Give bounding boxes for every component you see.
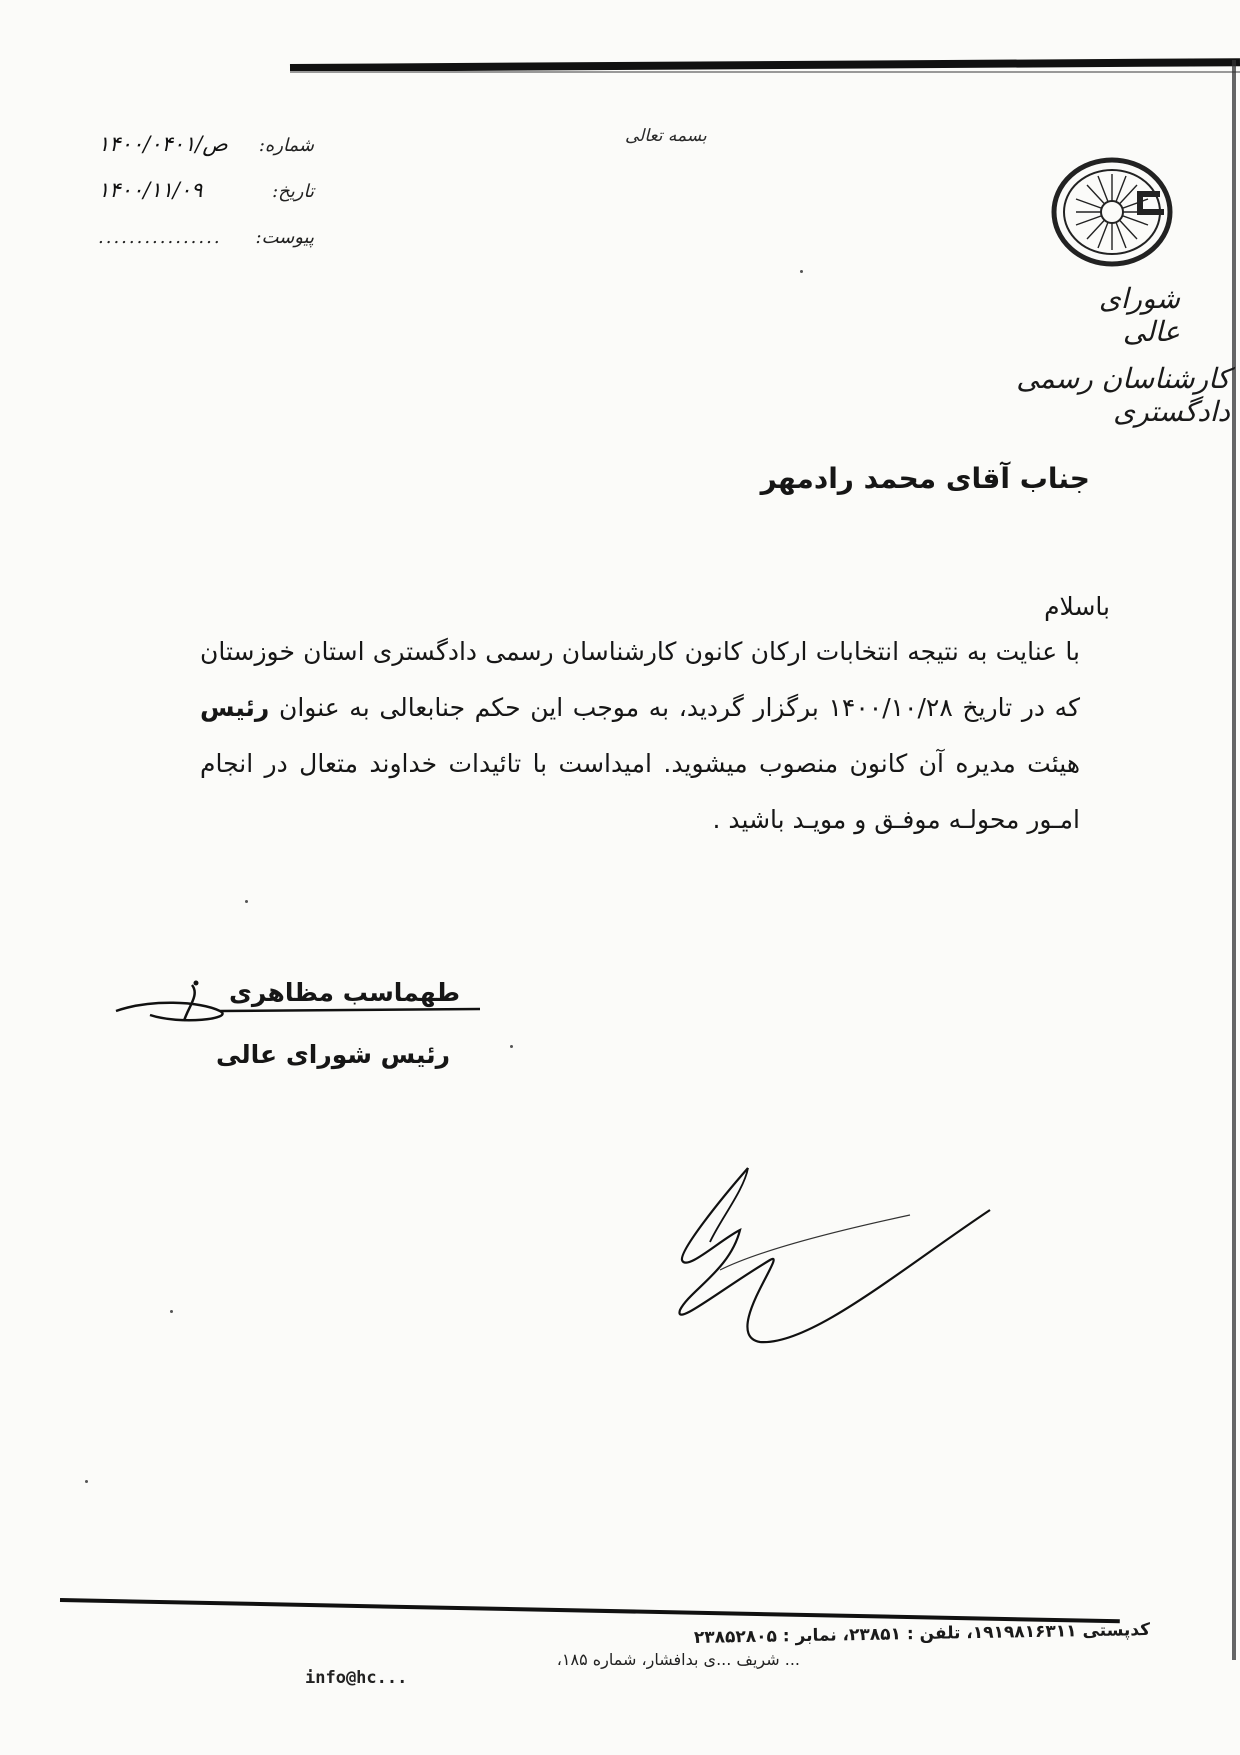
footer-contact-line: کدپستی ۱۹۱۹۸۱۶۳۱۱، تلفن : ۲۳۸۵۱، نمابر : ۲۳۸۵۲۸۰۵ xyxy=(693,1620,1151,1648)
meta-number-value: ۱۴۰۰/۰۴۰۱/ص xyxy=(98,132,228,156)
meta-number-row xyxy=(98,110,314,156)
scan-speck xyxy=(510,1045,513,1048)
meta-date-value: ۱۴۰۰/۱۱/۰۹ xyxy=(98,178,203,202)
footer-email: info@hc... xyxy=(305,1668,408,1688)
scan-speck xyxy=(245,900,248,903)
meta-date-row xyxy=(98,156,314,202)
recipient-line: جناب آقای محمد رادمهر xyxy=(760,462,1090,495)
footer-contact xyxy=(60,1620,1151,1648)
meta-attachment-value: ................ xyxy=(98,227,222,248)
organization-line1: شورای عالی xyxy=(1098,282,1180,348)
meta-attachment-row xyxy=(98,202,314,248)
meta-number-label: شماره: xyxy=(258,135,314,156)
footer-address: ... شریف ...ی بدافشار، شماره ۱۸۵، xyxy=(556,1650,800,1669)
body-text-part2: هیئت مدیره آن کانون منصوب میشوید. امیداست با تائیدات خداوند متعال در انجام امـور محولـه موفـق و مویـد باشید . xyxy=(200,749,1080,834)
body-text-part1: با عنایت به نتیجه انتخابات ارکان کانون کارشناسان رسمی دادگستری استان خوزستان که در تاریخ ۱۴۰۰/۱۰/۲۸ برگزار گردید، به موجب این حکم جنابعالی به عنوان xyxy=(200,637,1080,722)
scan-speck xyxy=(85,1480,88,1483)
scan-speck xyxy=(800,270,803,273)
body-bold-word: رئیس xyxy=(200,693,270,722)
scan-speck xyxy=(170,1310,173,1313)
handwritten-signature xyxy=(660,1160,1020,1360)
signer-title: رئیس شورای عالی xyxy=(215,1040,450,1069)
organization-line2: کارشناسان رسمی دادگستری xyxy=(1016,362,1230,428)
greeting: باسلام xyxy=(1044,592,1110,621)
signer-name: طهماسب مظاهری xyxy=(229,978,460,1007)
council-emblem-icon xyxy=(1040,152,1178,270)
meta-attachment-label: پیوست: xyxy=(255,227,314,248)
letter-body xyxy=(200,624,1080,848)
meta-date-label: تاریخ: xyxy=(272,181,314,202)
top-rule xyxy=(290,58,1240,72)
page-edge-line xyxy=(1232,60,1236,1660)
letter-meta xyxy=(98,110,314,248)
top-rule-shadow xyxy=(290,71,1240,73)
basmala-text: بسمه تعالی xyxy=(625,126,707,146)
